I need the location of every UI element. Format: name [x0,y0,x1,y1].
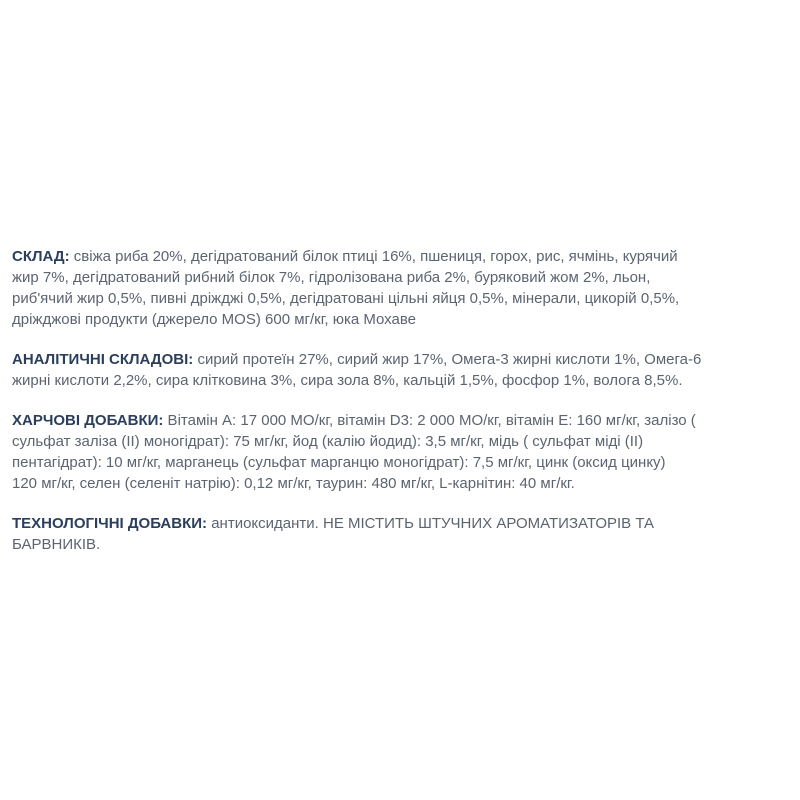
nutritional-additives-line: 120 мг/кг, селен (селеніт натрію): 0,12 мг/кг, таурин: 480 мг/кг, L-карнітин: 40 мг/кг. [12,475,575,492]
technological-additives-text: антиоксиданти. НЕ МІСТИТЬ ШТУЧНИХ АРОМАТИЗАТОРІВ ТА [207,515,655,532]
analytical-line: жирні кислоти 2,2%, сира клітковина 3%, сира зола 8%, кальцій 1,5%, фосфор 1%, волога 8,5%. [12,372,683,389]
nutritional-additives-section [12,410,792,494]
analytical-text: сирий протеїн 27%, сирий жир 17%, Омега-3 жирні кислоти 1%, Омега-6 [193,351,702,368]
technological-additives-section [12,513,792,555]
nutritional-additives-label: ХАРЧОВІ ДОБАВКИ: [12,412,164,429]
nutritional-additives-line: сульфат заліза (II) моногідрат): 75 мг/кг, йод (калію йодид): 3,5 мг/кг, мідь ( сульфат міді (II) [12,433,644,450]
composition-line: дріжджові продукти (джерело MOS) 600 мг/кг, юка Мохаве [12,311,416,328]
analytical-line [12,349,792,370]
composition-text: свіжа риба 20%, дегідратований білок птиці 16%, пшениця, горох, рис, ячмінь, курячий [69,248,678,265]
analytical-section [12,349,792,391]
technological-additives-line [12,513,792,534]
nutritional-additives-line [12,410,792,431]
composition-section [12,246,792,330]
composition-line: жир 7%, дегідратований рибний білок 7%, гідролізована риба 2%, буряковий жом 2%, льон, [12,269,651,286]
nutritional-additives-line: пентагідрат): 10 мг/кг, марганець (сульфат марганцю моногідрат): 7,5 мг/кг, цинк (оксид цинку) [12,454,666,471]
analytical-label: АНАЛІТИЧНІ СКЛАДОВІ: [12,351,194,368]
composition-label: СКЛАД: [12,248,70,265]
product-description [12,246,792,574]
technological-additives-line: БАРВНИКІВ. [12,536,101,553]
technological-additives-label: ТЕХНОЛОГІЧНІ ДОБАВКИ: [12,515,208,532]
composition-line: риб'ячий жир 0,5%, пивні дріжджі 0,5%, дегідратовані цільні яйця 0,5%, мінерали, цикорій 0,5%, [12,290,680,307]
nutritional-additives-text: Вітамін А: 17 000 МО/кг, вітамін D3: 2 000 МО/кг, вітамін Е: 160 мг/кг, залізо ( [163,412,696,429]
composition-line [12,246,792,267]
